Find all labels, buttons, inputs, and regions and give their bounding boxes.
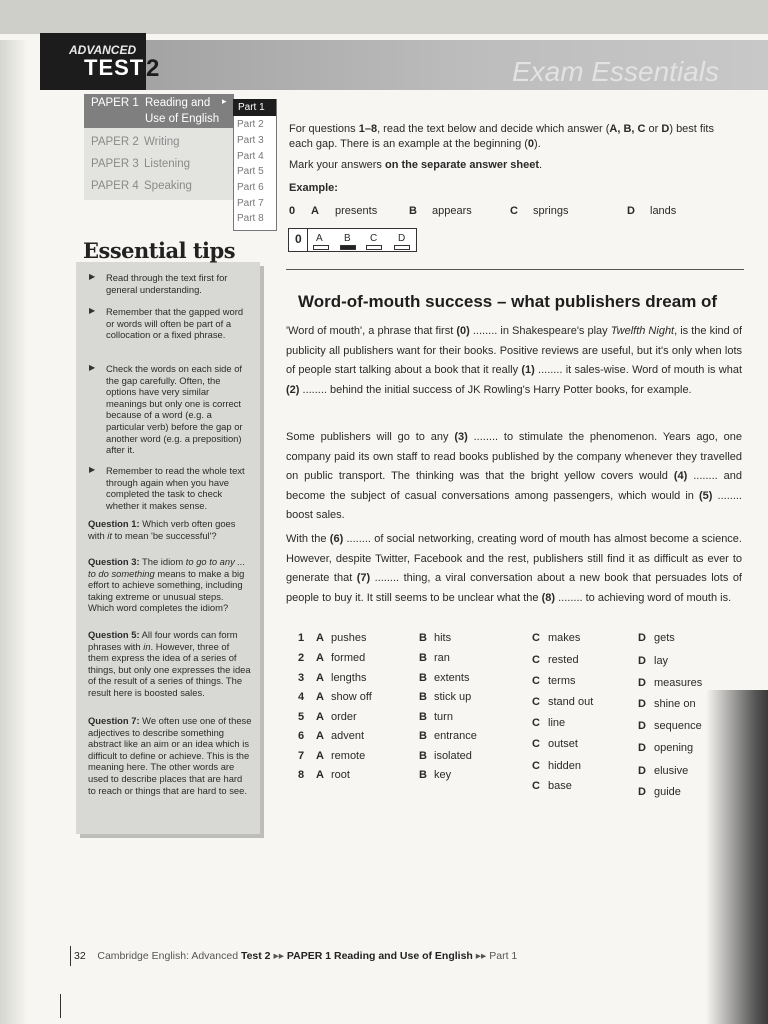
- answer-letter-d: D: [398, 233, 406, 244]
- instructions-line-2: Mark your answers on the separate answer sheet.: [289, 159, 543, 171]
- option-c[interactable]: makes: [548, 632, 581, 644]
- option-b[interactable]: isolated: [434, 750, 472, 762]
- option-b[interactable]: hits: [434, 632, 452, 644]
- answer-letter-b: B: [344, 233, 351, 244]
- article-paragraph-3: With the (6) ........ of social networking, creating word of mouth has almost become a science. However, despite Twitter, Facebook and the rest, publishers still find it as difficult as ever to generate that (7) ........ thing, a viral conversation about a new book that persuades lots of people to buy it. It still seems to be unclear what the (8) ........ to achieving word of mouth is.: [286, 533, 742, 604]
- answer-letter-a: A: [316, 233, 323, 244]
- option-letter-a: A: [316, 730, 324, 742]
- option-letter-d: D: [638, 632, 646, 644]
- page-shadow-left: [0, 40, 28, 1024]
- option-d[interactable]: lay: [654, 655, 669, 667]
- question-note: Question 1: Which verb often goes with it to mean 'be successful'?: [88, 518, 236, 541]
- paper-2-name[interactable]: Writing: [144, 136, 180, 148]
- logo-advanced: ADVANCED: [69, 43, 137, 57]
- option-letter-c: C: [532, 696, 540, 708]
- option-c[interactable]: rested: [548, 654, 579, 666]
- option-letter-a: A: [316, 652, 324, 664]
- example-option-c: springs: [533, 205, 569, 217]
- option-letter-c: C: [532, 675, 540, 687]
- bullet-arrow-icon: ▶: [89, 272, 96, 281]
- option-c[interactable]: outset: [548, 738, 578, 750]
- option-a[interactable]: formed: [331, 652, 366, 664]
- answer-letter-c: C: [370, 233, 378, 244]
- question-number: 3: [298, 672, 305, 684]
- section-title: Exam Essentials: [512, 56, 719, 87]
- option-a[interactable]: lengths: [331, 672, 367, 684]
- bullet-arrow-icon: ▶: [89, 465, 96, 474]
- paper-3-label[interactable]: PAPER 3: [91, 158, 139, 170]
- answer-mark-a: [313, 245, 329, 250]
- paper-1-label: PAPER 1: [91, 97, 139, 109]
- option-b[interactable]: turn: [434, 711, 453, 723]
- example-letter-a: A: [311, 205, 319, 217]
- option-letter-b: B: [419, 632, 427, 644]
- question-note: Question 3: The idiom to go to any ... to do something means to make a big effort to achieve something, including taking extreme or unusual steps. Which word completes the idiom?: [88, 556, 246, 614]
- option-letter-a: A: [316, 769, 324, 781]
- logo-test: TEST: [84, 55, 145, 80]
- option-b[interactable]: ran: [434, 652, 450, 664]
- part-2-tab[interactable]: Part 2: [237, 119, 264, 130]
- option-letter-b: B: [419, 711, 427, 723]
- article-paragraph-1: 'Word of mouth', a phrase that first (0) ........ in Shakespeare's play Twelfth Night, is the kind of publicity all publishers want for their books. Positive reviews are useful, but it's only when lots of people start talking about a book that it really (1) ........ it sales-wise. Word of mouth is what (2) ........ behind the initial success of JK Rowling's Harry Potter books, for example.: [286, 325, 743, 396]
- tips-title: Essential tips: [83, 238, 236, 263]
- option-letter-b: B: [419, 730, 427, 742]
- option-letter-c: C: [532, 780, 540, 792]
- part-6-tab[interactable]: Part 6: [237, 182, 264, 193]
- option-d[interactable]: gets: [654, 632, 675, 644]
- option-letter-c: C: [532, 760, 540, 772]
- option-letter-b: B: [419, 769, 427, 781]
- page-shadow-right: [706, 690, 768, 1024]
- question-note: Question 5: All four words can form phrases with in. However, three of them express the idea of a series of things, but only one expresses the idea of the result of a series of things. The result here is boosted sales.: [88, 629, 251, 698]
- option-letter-b: B: [419, 750, 427, 762]
- option-d[interactable]: shine on: [654, 698, 696, 710]
- option-a[interactable]: pushes: [331, 632, 367, 644]
- option-letter-b: B: [419, 691, 427, 703]
- option-letter-a: A: [316, 691, 324, 703]
- footer-rule-lower: [60, 994, 61, 1018]
- paper-3-name[interactable]: Listening: [144, 158, 191, 170]
- answer-box-divider: [307, 228, 308, 251]
- tip-item: Remember that the gapped word or words will often be part of a collocation or a fixed phrase.: [106, 306, 244, 341]
- option-letter-b: B: [419, 652, 427, 664]
- bullet-arrow-icon: ▶: [89, 363, 96, 372]
- option-letter-d: D: [638, 786, 646, 798]
- footer: [74, 950, 517, 962]
- paper-4-label[interactable]: PAPER 4: [91, 180, 139, 192]
- question-number: 8: [298, 769, 305, 781]
- tip-item: Check the words on each side of the gap carefully. Often, the options have very similar meanings but only one is correct because of a word (e.g. a particular verb) before the gap or another word (e.g. a preposition) after it.: [106, 363, 243, 456]
- footer-test: Test 2: [240, 950, 271, 962]
- logo-test-number: 2: [146, 55, 160, 82]
- example-letter-c: C: [510, 205, 518, 217]
- option-c[interactable]: line: [548, 717, 566, 729]
- option-a[interactable]: show off: [331, 691, 372, 703]
- question-number: 4: [298, 691, 305, 703]
- answer-mark-c: [366, 245, 382, 250]
- option-a[interactable]: remote: [331, 750, 366, 762]
- answer-mark-b: [340, 245, 356, 250]
- article-title: Word-of-mouth success – what publishers dream of: [298, 292, 718, 311]
- answer-box-number: 0: [295, 232, 302, 246]
- example-option-d: lands: [650, 205, 677, 217]
- option-letter-d: D: [638, 677, 646, 689]
- paper-1-name-2: Use of English: [145, 113, 220, 125]
- option-letter-a: A: [316, 672, 324, 684]
- option-d[interactable]: opening: [654, 742, 694, 754]
- option-c[interactable]: base: [548, 780, 572, 792]
- option-letter-a: A: [316, 711, 324, 723]
- page-number: 32: [74, 950, 86, 962]
- option-d[interactable]: elusive: [654, 765, 689, 777]
- footer-arrow-icon: ▸▸: [475, 950, 487, 962]
- tip-item: Remember to read the whole text through again when you have completed the task to check whether it makes sense.: [106, 465, 245, 511]
- footer-book: Cambridge English: Advanced: [97, 950, 239, 962]
- example-option-b: appears: [432, 205, 472, 217]
- question-number: 7: [298, 750, 305, 762]
- example-option-a: presents: [335, 205, 378, 217]
- footer-part: Part 1: [489, 950, 518, 962]
- option-d[interactable]: measures: [654, 677, 703, 689]
- question-number: 2: [298, 652, 305, 664]
- option-d[interactable]: guide: [654, 786, 681, 798]
- option-b[interactable]: stick up: [434, 691, 472, 703]
- footer-paper-name: Reading and Use of English: [334, 950, 473, 962]
- option-letter-a: A: [316, 750, 324, 762]
- arrow-icon: ▸: [222, 96, 227, 106]
- option-letter-c: C: [532, 654, 540, 666]
- part-4-tab[interactable]: Part 4: [237, 151, 264, 162]
- option-a[interactable]: advent: [331, 730, 365, 742]
- option-letter-d: D: [638, 655, 646, 667]
- option-b[interactable]: entrance: [434, 730, 477, 742]
- option-letter-d: D: [638, 765, 646, 777]
- paper-4-name[interactable]: Speaking: [144, 180, 192, 192]
- question-number: 5: [298, 711, 305, 723]
- footer-arrow-icon: ▸▸: [273, 950, 284, 962]
- example-label: Example:: [289, 182, 338, 194]
- paper-2-label[interactable]: PAPER 2: [91, 136, 139, 148]
- tip-item: Read through the text first for general understanding.: [106, 272, 228, 295]
- option-letter-b: B: [419, 672, 427, 684]
- option-letter-d: D: [638, 698, 646, 710]
- article-paragraph-2: Some publishers will go to any (3) ........ to stimulate the phenomenon. Years ago, one company paid its own staff to read books published by the company whenever they travelled on public transport. The thinking was that the bright yellow covers would (4) ........ and become the subject of casual conversations among passengers, which would in (5) ........ boost sales.: [286, 431, 742, 521]
- option-c[interactable]: hidden: [548, 760, 582, 772]
- part-3-tab[interactable]: Part 3: [237, 135, 264, 146]
- option-c[interactable]: terms: [548, 675, 576, 687]
- example-letter-b: B: [409, 205, 417, 217]
- top-margin: [0, 0, 768, 34]
- question-number: 6: [298, 730, 305, 742]
- option-a[interactable]: root: [331, 769, 350, 781]
- option-a[interactable]: order: [331, 711, 357, 723]
- question-number: 1: [298, 632, 305, 644]
- answer-mark-d: [394, 245, 410, 250]
- part-5-tab[interactable]: Part 5: [237, 166, 264, 177]
- footer-rule: [70, 946, 71, 966]
- divider: [286, 269, 744, 270]
- part-1-tab[interactable]: Part 1: [238, 102, 265, 113]
- question-note: Question 7: We often use one of these adjectives to describe something abstract like an aim or an idea which is difficult to define or achieve. This is the meaning here. The other words are used to describe places that are hard to reach or things that are hard to see.: [88, 715, 252, 796]
- footer-paper: PAPER 1: [286, 950, 332, 962]
- paper-1-name: Reading and: [145, 97, 211, 109]
- bullet-arrow-icon: ▶: [89, 306, 96, 315]
- option-letter-c: C: [532, 717, 540, 729]
- option-letter-d: D: [638, 720, 646, 732]
- option-letter-c: C: [532, 632, 540, 644]
- part-8-tab[interactable]: Part 8: [237, 213, 264, 224]
- option-d[interactable]: sequence: [654, 720, 702, 732]
- option-letter-c: C: [532, 738, 540, 750]
- instructions-line-1: For questions 1–8, read the text below and decide which answer (A, B, C or D) best fits each gap. There is an example at the beginning (0).: [289, 123, 714, 150]
- option-letter-d: D: [638, 742, 646, 754]
- option-b[interactable]: key: [434, 769, 452, 781]
- option-b[interactable]: extents: [434, 672, 470, 684]
- option-c[interactable]: stand out: [548, 696, 594, 708]
- example-number: 0: [289, 205, 296, 217]
- option-letter-a: A: [316, 632, 324, 644]
- part-7-tab[interactable]: Part 7: [237, 198, 264, 209]
- example-letter-d: D: [627, 205, 635, 217]
